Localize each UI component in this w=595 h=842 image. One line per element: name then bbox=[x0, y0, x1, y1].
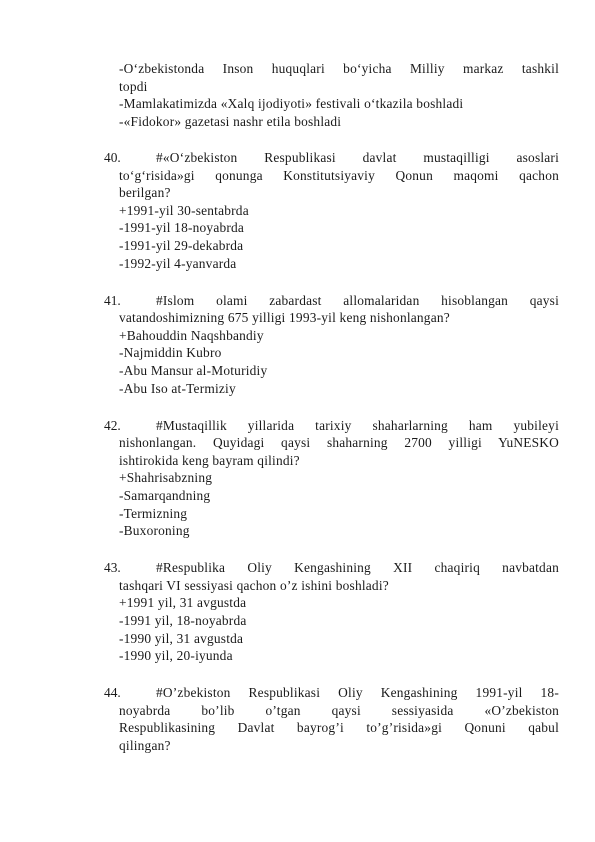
answer-option: +Shahrisabzning bbox=[119, 470, 213, 485]
question-number: 40. bbox=[104, 150, 121, 165]
answer-line: -Mamlakatimizda «Xalq ijodiyoti» festivali o‘tkazila boshladi bbox=[119, 96, 464, 111]
answer-option: -Buxoroning bbox=[119, 523, 190, 538]
question-text: #Mustaqillik yillarida tarixiy shaharlarning ham yubileyi bbox=[156, 418, 559, 433]
answer-line: -O‘zbekistonda Inson huquqlari bo‘yicha Milliy markaz tashkil bbox=[119, 61, 559, 76]
question-text: tashqari VI sessiyasi qachon o’z ishini boshladi? bbox=[119, 578, 389, 593]
question-number: 41. bbox=[104, 293, 121, 308]
question-number: 42. bbox=[104, 418, 121, 433]
answer-option: -Samarqandning bbox=[119, 488, 211, 503]
question-text: #«O‘zbekiston Respublikasi davlat mustaqilligi asoslari bbox=[156, 150, 559, 165]
question-number: 44. bbox=[104, 685, 121, 700]
answer-option: +1991-yil 30-sentabrda bbox=[119, 203, 249, 218]
answer-option: -Abu Iso at-Termiziy bbox=[119, 381, 236, 396]
answer-option: +1991 yil, 31 avgustda bbox=[119, 595, 247, 610]
answer-option: -Najmiddin Kubro bbox=[119, 345, 222, 360]
answer-option: -1991-yil 18-noyabrda bbox=[119, 220, 245, 235]
answer-line: topdi bbox=[119, 79, 148, 94]
answer-option: -1990 yil, 20-iyunda bbox=[119, 648, 233, 663]
answer-option: -1992-yil 4-yanvarda bbox=[119, 256, 237, 271]
question-text: vatandoshimizning 675 yilligi 1993-yil keng nishonlangan? bbox=[119, 310, 450, 325]
question-text: qilingan? bbox=[119, 738, 171, 753]
answer-option: -1990 yil, 31 avgustda bbox=[119, 631, 244, 646]
question-text: #Respublika Oliy Kengashining XII chaqiriq navbatdan bbox=[156, 560, 559, 575]
question-text: Respublikasining Davlat bayrog’i to’g’risida»gi Qonuni qabul bbox=[119, 720, 559, 735]
question-text: ishtirokida keng bayram qilindi? bbox=[119, 453, 300, 468]
question-text: nishonlangan. Quyidagi qaysi shaharning 2700 yilligi YuNESKO bbox=[119, 435, 559, 450]
question-text: to‘g‘risida»gi qonunga Konstitutsiyaviy Qonun maqomi qachon bbox=[119, 168, 559, 183]
answer-option: -1991-yil 29-dekabrda bbox=[119, 238, 244, 253]
answer-option: -Termizning bbox=[119, 506, 188, 521]
question-text: #Islom olami zabardast allomalaridan hisoblangan qaysi bbox=[156, 293, 559, 308]
question-text: noyabrda bo’lib o’tgan qaysi sessiyasida «O’zbekiston bbox=[119, 703, 559, 718]
answer-option: +Bahouddin Naqshbandiy bbox=[119, 328, 264, 343]
answer-option: -1991 yil, 18-noyabrda bbox=[119, 613, 247, 628]
answer-option: -Abu Mansur al-Moturidiy bbox=[119, 363, 268, 378]
question-text: berilgan? bbox=[119, 185, 171, 200]
question-number: 43. bbox=[104, 560, 121, 575]
answer-line: -«Fidokor» gazetasi nashr etila boshladi bbox=[119, 114, 342, 129]
question-text: #O’zbekiston Respublikasi Oliy Kengashining 1991-yil 18- bbox=[156, 685, 559, 700]
